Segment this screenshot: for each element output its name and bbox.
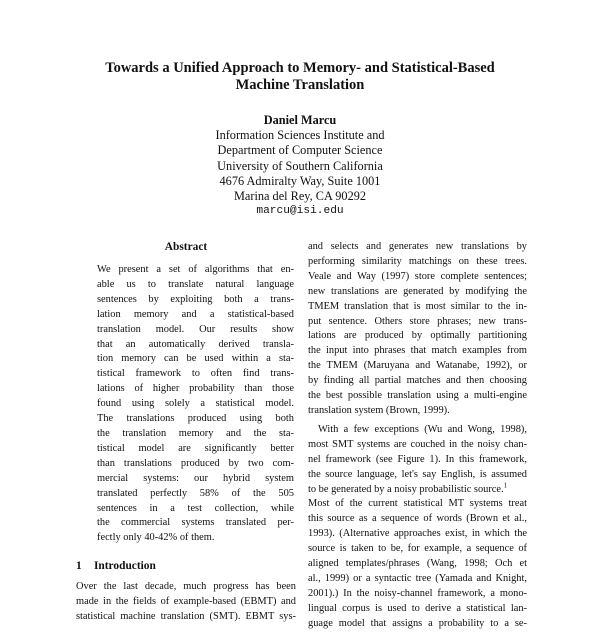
body-line: put sentence. Others store phrases; new trans- [308, 315, 527, 327]
left-column [76, 240, 296, 625]
body-paragraph [308, 423, 527, 632]
intro-line: Over the last decade, much progress has been [76, 581, 296, 593]
abstract-heading: Abstract [164, 241, 208, 253]
body-line: the best possible translation using a multi-engine [308, 390, 527, 402]
abstract-line: able us to translate natural language [97, 278, 294, 290]
abstract-line: tistical model are significantly better [97, 442, 294, 454]
abstract-line: the commercial systems translated per- [97, 517, 294, 529]
abstract-line: mercial systems: our hybrid system [97, 472, 294, 484]
affiliation-line: Marina del Rey, CA 90292 [233, 189, 367, 204]
body-paragraph [308, 240, 527, 419]
body-line: most SMT systems are couched in the noisy chan- [308, 438, 527, 450]
body-line: the input into phrases that match examples from [308, 345, 527, 357]
body-line: TMEM translation that is most similar to the in- [308, 300, 527, 312]
body-line: al., 1999) or a syntactic tree (Yamada and Knight, [308, 572, 527, 584]
abstract-line: The translations produced using both [97, 413, 294, 425]
author-name: Daniel Marcu [263, 113, 337, 127]
affiliation-line: 4676 Admiralty Way, Suite 1001 [219, 173, 381, 188]
body-line: this source as a sequence of words (Brown et al., [308, 513, 527, 525]
body-line: With a few exceptions (Wu and Wong, 1998), [318, 423, 527, 435]
body-line [308, 483, 527, 498]
body-line: new translations are generated by modifying the [308, 285, 527, 297]
section-heading-introduction [76, 559, 296, 574]
footnote-marker[interactable]: 1 [503, 481, 508, 490]
abstract-line: fectly only 40-42% of them. [97, 532, 215, 544]
body-line: Most of the current statistical MT systems treat [308, 498, 527, 510]
body-line: translation system (Brown, 1999). [308, 404, 450, 416]
body-line: nel framework (see Figure 1). In this framework, [308, 453, 527, 465]
abstract-line: sentences in a test collection, while [97, 502, 294, 514]
body-line: 2001).) In the noisy-channel framework, a mono- [308, 587, 527, 599]
affiliation-line: University of Southern California [217, 158, 383, 173]
right-column [308, 240, 527, 632]
abstract-line: lation memory and a statistical-based [97, 308, 294, 320]
body-line-text: to be generated by a noisy probabilistic source. [308, 483, 504, 495]
body-line: source is taken to be, for example, a sequence of [308, 543, 527, 555]
author-email[interactable]: marcu@isi.edu [256, 205, 344, 218]
body-line: performing similarity matchings on these trees. [308, 255, 527, 267]
title-line: Machine Translation [235, 77, 365, 93]
body-line: and selects and generates new translations by [308, 241, 527, 252]
intro-line: statistical machine translation (SMT). EBMT sys- [76, 611, 296, 623]
body-line: aligned templates/phrases (Wang, 1998; Och et [308, 558, 527, 570]
section-title: Introduction [94, 560, 156, 573]
abstract-line: sentences by exploiting both a trans- [97, 293, 294, 305]
body-line: guage model that assigns a probability to a se- [308, 617, 527, 629]
body-line: the source language, let's say English, is assumed [308, 468, 527, 480]
intro-paragraph [76, 580, 296, 625]
body-line: lations are produced by optimally partitioning [308, 330, 527, 342]
abstract-body [97, 263, 294, 546]
body-line: 1993). (Alternative approaches exist, in which the [308, 528, 527, 540]
abstract-line: lations of higher probability than those [97, 383, 294, 395]
abstract-line: found using solely a statistical model. [97, 398, 294, 410]
author-block [0, 113, 600, 219]
affiliation-line: Department of Computer Science [217, 143, 383, 158]
abstract-line: tistical framework to often find trans- [97, 368, 294, 380]
body-line: lingual corpus is used to derive a statistical lan- [308, 602, 527, 614]
section-number: 1 [76, 560, 82, 573]
abstract-line: translated perfectly 58% of the 505 [97, 487, 294, 499]
abstract-line: translation model. Our results show [97, 323, 294, 335]
intro-line: made in the fields of example-based (EBMT) and [76, 596, 296, 608]
abstract-line: the translation memory and the sta- [97, 427, 294, 439]
abstract-line: We present a set of algorithms that en- [97, 264, 294, 275]
abstract-line: tion memory can be used within a sta- [97, 353, 294, 365]
abstract-line: than translations produced by two com- [97, 457, 294, 469]
title-line: Towards a Unified Approach to Memory- and Statistical-Based [105, 60, 495, 76]
body-line: Veale and Way (1997) store complete sentences; [308, 270, 527, 282]
paper-title [0, 60, 600, 94]
abstract-line: that an automatically derived transla- [97, 338, 294, 350]
body-line: by finding all partial matches and then choosing [308, 375, 527, 387]
affiliation-line: Information Sciences Institute and [215, 128, 385, 143]
body-line: the TMEM (Maruyana and Watanabe, 1992), or [308, 360, 527, 372]
